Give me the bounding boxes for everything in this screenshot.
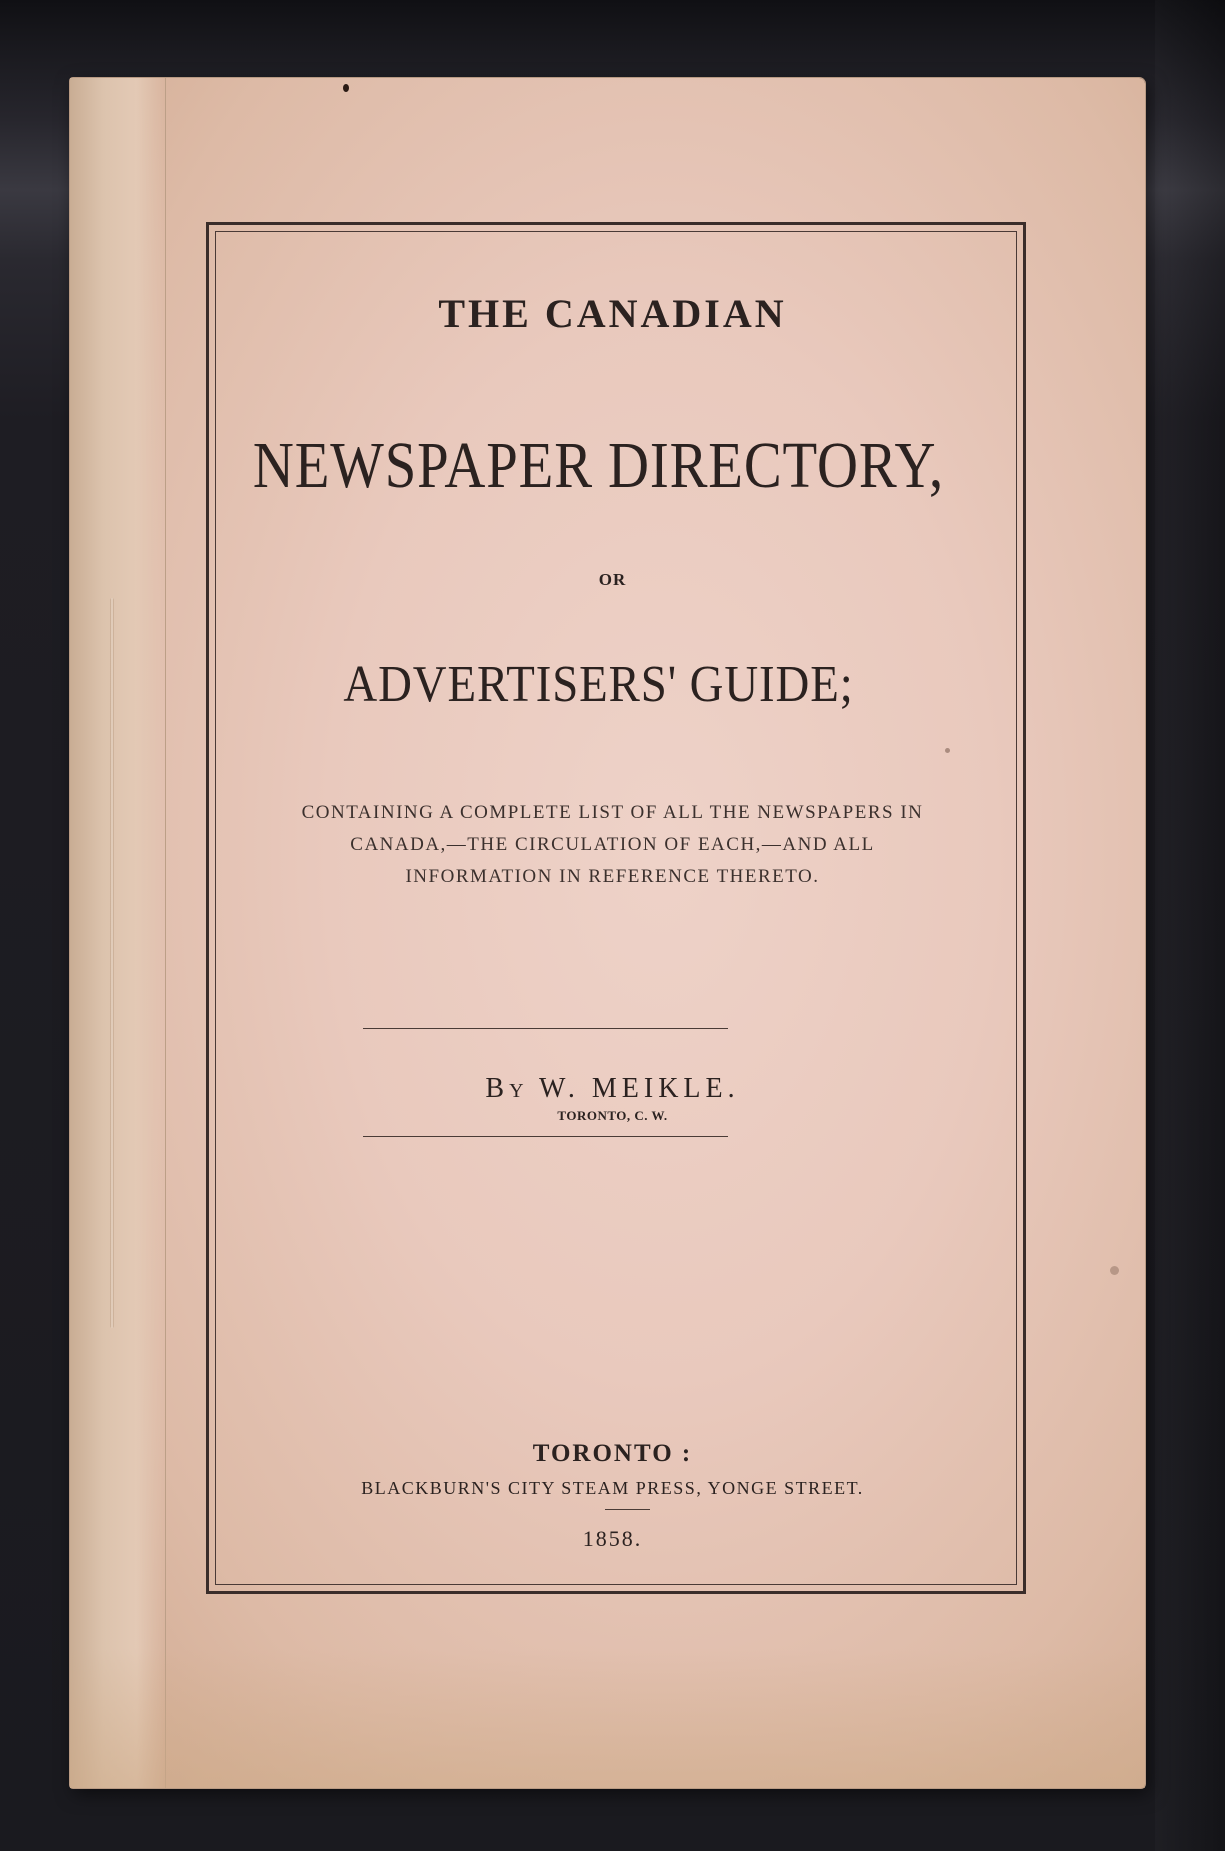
imprint-press: BLACKBURN'S CITY STEAM PRESS, YONGE STREET. — [361, 1478, 864, 1498]
author-byline — [0, 1073, 1225, 1105]
author-location: TORONTO, C. W. — [557, 1108, 668, 1123]
imprint-year: 1858. — [582, 1526, 643, 1551]
description-line: CONTAINING A COMPLETE LIST OF ALL THE NEWSPAPERS IN — [301, 802, 924, 823]
description-line: CANADA,—THE CIRCULATION OF EACH,—AND ALL — [350, 834, 875, 855]
author-by-y: Y — [509, 1080, 528, 1102]
subtitle-description — [0, 797, 1225, 893]
author-rule-bottom — [363, 1136, 728, 1137]
imprint-rule — [605, 1509, 650, 1510]
title-conjunction: OR — [598, 570, 627, 589]
title-line-directory: NEWSPAPER DIRECTORY, — [252, 429, 945, 502]
description-line: INFORMATION IN REFERENCE THERETO. — [405, 866, 820, 887]
imprint-city: TORONTO : — [532, 1440, 693, 1467]
bottom-wear — [70, 1648, 1145, 1788]
background-shadow — [1155, 0, 1225, 1851]
author-name: W. MEIKLE. — [539, 1073, 740, 1104]
title-line-guide: ADVERTISERS' GUIDE; — [343, 656, 854, 713]
stain-spot — [1110, 1266, 1119, 1275]
author-by-b: B — [485, 1073, 510, 1104]
spine-crease — [110, 598, 114, 1328]
ink-spot — [343, 84, 349, 92]
title-line-canadian: THE CANADIAN — [438, 291, 787, 336]
author-rule-top — [363, 1028, 728, 1029]
